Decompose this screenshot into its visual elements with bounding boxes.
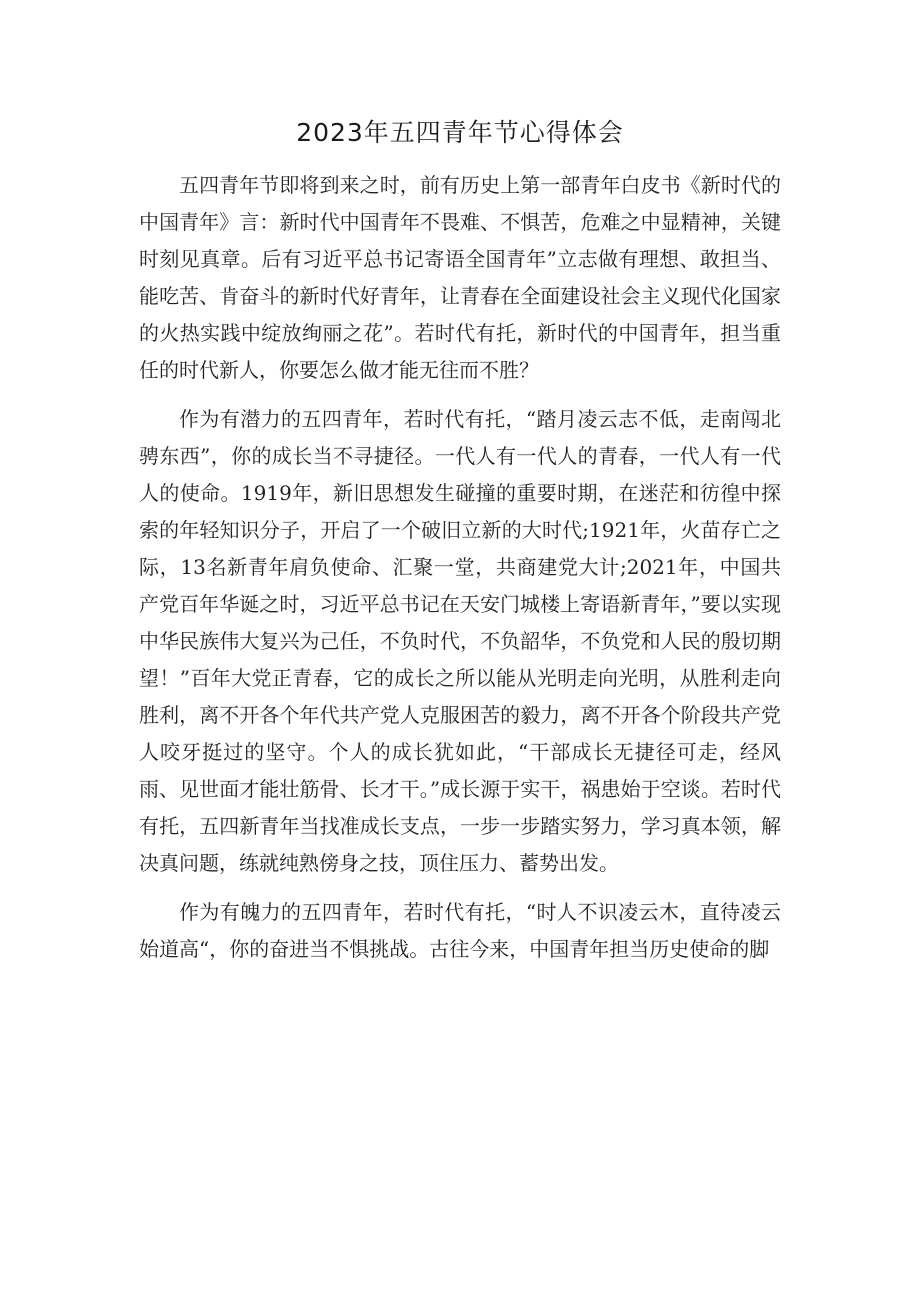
- document-title: 2023年五四青年节心得体会: [296, 118, 624, 147]
- paragraph-1: 五四青年节即将到来之时，前有历史上第一部青年白皮书《新时代的中国青年》言：新时代中国青年不畏难、不惧苦，危难之中显精神，关键时刻见真章。后有习近平总书记寄语全国青年”立志做有理想、敢担当、能吃苦、肯奋斗的新时代好青年，让青春在全面建设社会主义现代化国家的火热实践中绽放绚丽之花”。若时代有托，新时代的中国青年，担当重任的时代新人，你要怎么做才能无往而不胜？: [139, 173, 781, 382]
- paragraph-3: 作为有魄力的五四青年，若时代有托，“时人不识凌云木，直待凌云始道高“，你的奋进当不惧挑战。古往今来，中国青年担当历史使命的脚: [139, 900, 781, 961]
- document-body: [139, 167, 781, 980]
- paragraph-2: 作为有潜力的五四青年，若时代有托，“踏月凌云志不低，走南闯北骋东西”，你的成长当不寻捷径。一代人有一代人的青春，一代人有一代人的使命。1919年，新旧思想发生碰撞的重要时期，在迷茫和彷徨中探索的年轻知识分子，开启了一个破旧立新的大时代;1921年，火苗存亡之际，13名新青年肩负使命、汇聚一堂，共商建党大计;2021年，中国共产党百年华诞之时，习近平总书记在天安门城楼上寄语新青年，”要以实现中华民族伟大复兴为己任，不负时代，不负韶华，不负党和人民的殷切期望！”百年大党正青春，它的成长之所以能从光明走向光明，从胜利走向胜利，离不开各个年代共产党人克服困苦的毅力，离不开各个阶段共产党人咬牙挺过的坚守。个人的成长犹如此，“干部成长无捷径可走，经风雨、见世面才能壮筋骨、长才干。”成长源于实干，祸患始于空谈。若时代有托，五四新青年当找准成长支点，一步一步踏实努力，学习真本领，解决真问题，练就纯熟傍身之技，顶住压力、蓄势出发。: [139, 407, 781, 875]
